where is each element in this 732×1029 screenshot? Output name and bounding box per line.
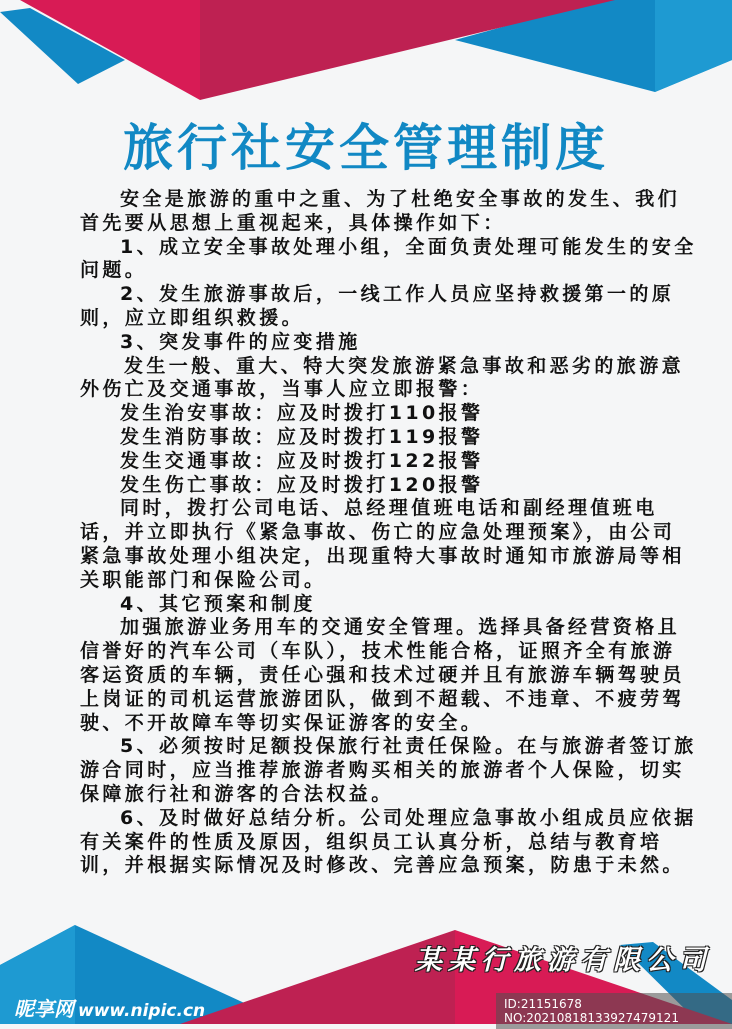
image-id-label: ID:21151678 NO:20210818133927479121 <box>496 993 732 1029</box>
paragraph-line: 发生一般、重大、特大突发旅游紧急事故和恶劣的旅游意 <box>124 354 685 377</box>
emergency-122: 发生交通事故：应及时拨打122报警 <box>120 449 484 472</box>
paragraph-line: 训，并根据实际情况及时修改、完善应急预案，防患于未然。 <box>80 854 685 877</box>
paragraph-line: 1、成立安全事故处理小组，全面负责处理可能发生的安全 <box>120 235 697 258</box>
paragraph-line: 话，并立即执行《紧急事故、伤亡的应急处理预案》，由公司 <box>80 521 676 544</box>
paragraph-line: 关职能部门和保险公司。 <box>80 568 327 591</box>
paragraph-line: 则，应立即组织救援。 <box>80 306 305 329</box>
paragraph-line: 2、发生旅游事故后，一线工作人员应坚持救援第一的原 <box>120 283 675 306</box>
company-name: 某某行旅游有限公司 <box>415 945 712 976</box>
policy-body <box>80 188 697 878</box>
paragraph-line: 首先要从思想上重视起来，具体操作如下： <box>80 211 506 234</box>
section-heading: 3、突发事件的应变措施 <box>120 330 361 353</box>
paragraph-line: 加强旅游业务用车的交通安全管理。选择具备经营资格且 <box>120 616 681 639</box>
paragraph-line: 同时，拨打公司电话、总经理值班电话和副经理值班电 <box>120 497 658 520</box>
paragraph-line: 问题。 <box>80 259 148 282</box>
paragraph-line: 紧急事故处理小组决定，出现重特大事故时通知市旅游局等相 <box>80 544 685 567</box>
emergency-110: 发生治安事故：应及时拨打110报警 <box>120 402 484 425</box>
paragraph-line: 外伤亡及交通事故，当事人应立即报警： <box>80 378 484 401</box>
paragraph-line: 6、及时做好总结分析。公司处理应急事故小组成员应依据 <box>120 806 697 829</box>
watermark-brand: 昵享网 <box>14 997 74 1021</box>
paragraph-line: 游合同时，应当推荐旅游者购买相关的旅游者个人保险，切实 <box>80 759 685 782</box>
paragraph-line: 客运资质的车辆，责任心强和技术过硬并且有旅游车辆驾驶员 <box>80 663 685 686</box>
paragraph-line: 驶、不开故障车等切实保证游客的安全。 <box>80 711 484 734</box>
page-title: 旅行社安全管理制度 <box>123 119 609 177</box>
paragraph-line: 有关案件的性质及原因，组织员工认真分析，总结与教育培 <box>80 830 663 853</box>
emergency-120: 发生伤亡事故：应及时拨打120报警 <box>120 473 484 496</box>
watermark <box>14 993 205 1022</box>
paragraph-line: 安全是旅游的重中之重、为了杜绝安全事故的发生、我们 <box>120 188 681 210</box>
paragraph-line: 保障旅行社和游客的合法权益。 <box>80 782 394 805</box>
paragraph-line: 5、必须按时足额投保旅行社责任保险。在与旅游者签订旅 <box>120 735 697 758</box>
section-heading: 4、其它预案和制度 <box>120 592 316 615</box>
paragraph-line: 信誉好的汽车公司（车队），技术性能合格，证照齐全有旅游 <box>80 640 676 663</box>
paragraph-line: 上岗证的司机运营旅游团队，做到不超载、不违章、不疲劳驾 <box>80 687 685 710</box>
watermark-url: www.nipic.cn <box>78 1001 206 1021</box>
emergency-119: 发生消防事故：应及时拨打119报警 <box>120 425 484 448</box>
